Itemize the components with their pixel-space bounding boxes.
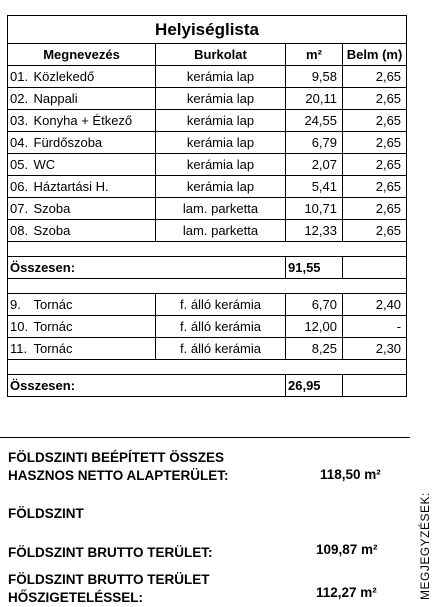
room-floor: kerámia lap (156, 88, 286, 110)
room-area: 24,55 (286, 110, 343, 132)
net-area-label: FÖLDSZINTI BEÉPÍTETT ÖSSZES HASZNOS NETTO ALAPTERÜLET: (8, 450, 229, 483)
room-number: 01. (8, 66, 32, 88)
room-area: 6,70 (286, 294, 343, 316)
total-empty (343, 257, 407, 279)
room-area: 6,79 (286, 132, 343, 154)
table-row (8, 66, 407, 88)
insulated-area-value: 112,27 m² (316, 585, 377, 600)
insulated-area-label: FÖLDSZINT BRUTTO TERÜLET HŐSZIGETELÉSSEL: (8, 572, 210, 605)
room-name: Szoba (32, 198, 156, 220)
table-row (8, 176, 407, 198)
room-number: 03. (8, 110, 32, 132)
room-name: Szoba (32, 220, 156, 242)
table-row (8, 198, 407, 220)
room-name: Fürdőszoba (32, 132, 156, 154)
room-floor: lam. parketta (156, 198, 286, 220)
room-list-table (7, 15, 407, 397)
room-number: 02. (8, 88, 32, 110)
room-name: Nappali (32, 88, 156, 110)
table-row (8, 316, 407, 338)
room-number: 10. (8, 316, 32, 338)
room-name: Közlekedő (32, 66, 156, 88)
header-area: m² (286, 44, 343, 66)
room-name: Konyha + Étkező (32, 110, 156, 132)
table-row (8, 294, 407, 316)
room-height: 2,65 (343, 220, 407, 242)
total-row (8, 375, 407, 397)
room-number: 07. (8, 198, 32, 220)
room-height: 2,65 (343, 110, 407, 132)
room-height: 2,65 (343, 132, 407, 154)
room-floor: kerámia lap (156, 176, 286, 198)
room-height: 2,65 (343, 176, 407, 198)
room-height: 2,30 (343, 338, 407, 360)
room-floor: kerámia lap (156, 132, 286, 154)
table-row (8, 132, 407, 154)
room-height: 2,65 (343, 66, 407, 88)
room-number: 9. (8, 294, 32, 316)
room-number: 06. (8, 176, 32, 198)
room-name: WC (32, 154, 156, 176)
level-label: FÖLDSZINT (8, 506, 84, 521)
spacer-row (8, 279, 407, 294)
room-number: 08. (8, 220, 32, 242)
spacer-cell (8, 360, 407, 375)
room-height: 2,65 (343, 88, 407, 110)
room-height: 2,65 (343, 198, 407, 220)
net-area-value: 118,50 m² (320, 467, 381, 482)
total-label: Összesen: (8, 257, 286, 279)
room-floor: kerámia lap (156, 154, 286, 176)
table-row (8, 110, 407, 132)
room-height: 2,65 (343, 154, 407, 176)
room-list-body (8, 16, 407, 397)
gross-area-value: 109,87 m² (316, 542, 378, 557)
room-floor: f. álló kerámia (156, 294, 286, 316)
room-height: 2,40 (343, 294, 407, 316)
spacer-row (8, 360, 407, 375)
total-empty (343, 375, 407, 397)
room-floor: f. álló kerámia (156, 338, 286, 360)
side-note: MEGJEGYZÉSEK: (418, 492, 432, 600)
table-row (8, 154, 407, 176)
section-divider (0, 437, 410, 438)
room-area: 9,58 (286, 66, 343, 88)
header-floor: Burkolat (156, 44, 286, 66)
room-height: - (343, 316, 407, 338)
room-number: 11. (8, 338, 32, 360)
room-area: 8,25 (286, 338, 343, 360)
table-title: Helyiséglista (8, 16, 407, 44)
room-floor: kerámia lap (156, 110, 286, 132)
gross-area-label: FÖLDSZINT BRUTTO TERÜLET: (8, 545, 213, 560)
room-floor: f. álló kerámia (156, 316, 286, 338)
spacer-cell (8, 242, 407, 257)
room-area: 20,11 (286, 88, 343, 110)
total-label: Összesen: (8, 375, 286, 397)
room-number: 04. (8, 132, 32, 154)
table-row (8, 88, 407, 110)
room-floor: lam. parketta (156, 220, 286, 242)
total-value: 91,55 (286, 257, 343, 279)
room-name: Tornác (32, 338, 156, 360)
room-area: 2,07 (286, 154, 343, 176)
header-height: Belm (m) (343, 44, 407, 66)
room-area: 10,71 (286, 198, 343, 220)
room-number: 05. (8, 154, 32, 176)
total-value: 26,95 (286, 375, 343, 397)
spacer-row (8, 242, 407, 257)
room-name: Tornác (32, 294, 156, 316)
room-area: 12,33 (286, 220, 343, 242)
room-name: Háztartási H. (32, 176, 156, 198)
room-name: Tornác (32, 316, 156, 338)
table-row (8, 220, 407, 242)
table-row (8, 338, 407, 360)
header-name: Megnevezés (8, 44, 156, 66)
room-area: 12,00 (286, 316, 343, 338)
room-area: 5,41 (286, 176, 343, 198)
room-floor: kerámia lap (156, 66, 286, 88)
spacer-cell (8, 279, 407, 294)
total-row (8, 257, 407, 279)
